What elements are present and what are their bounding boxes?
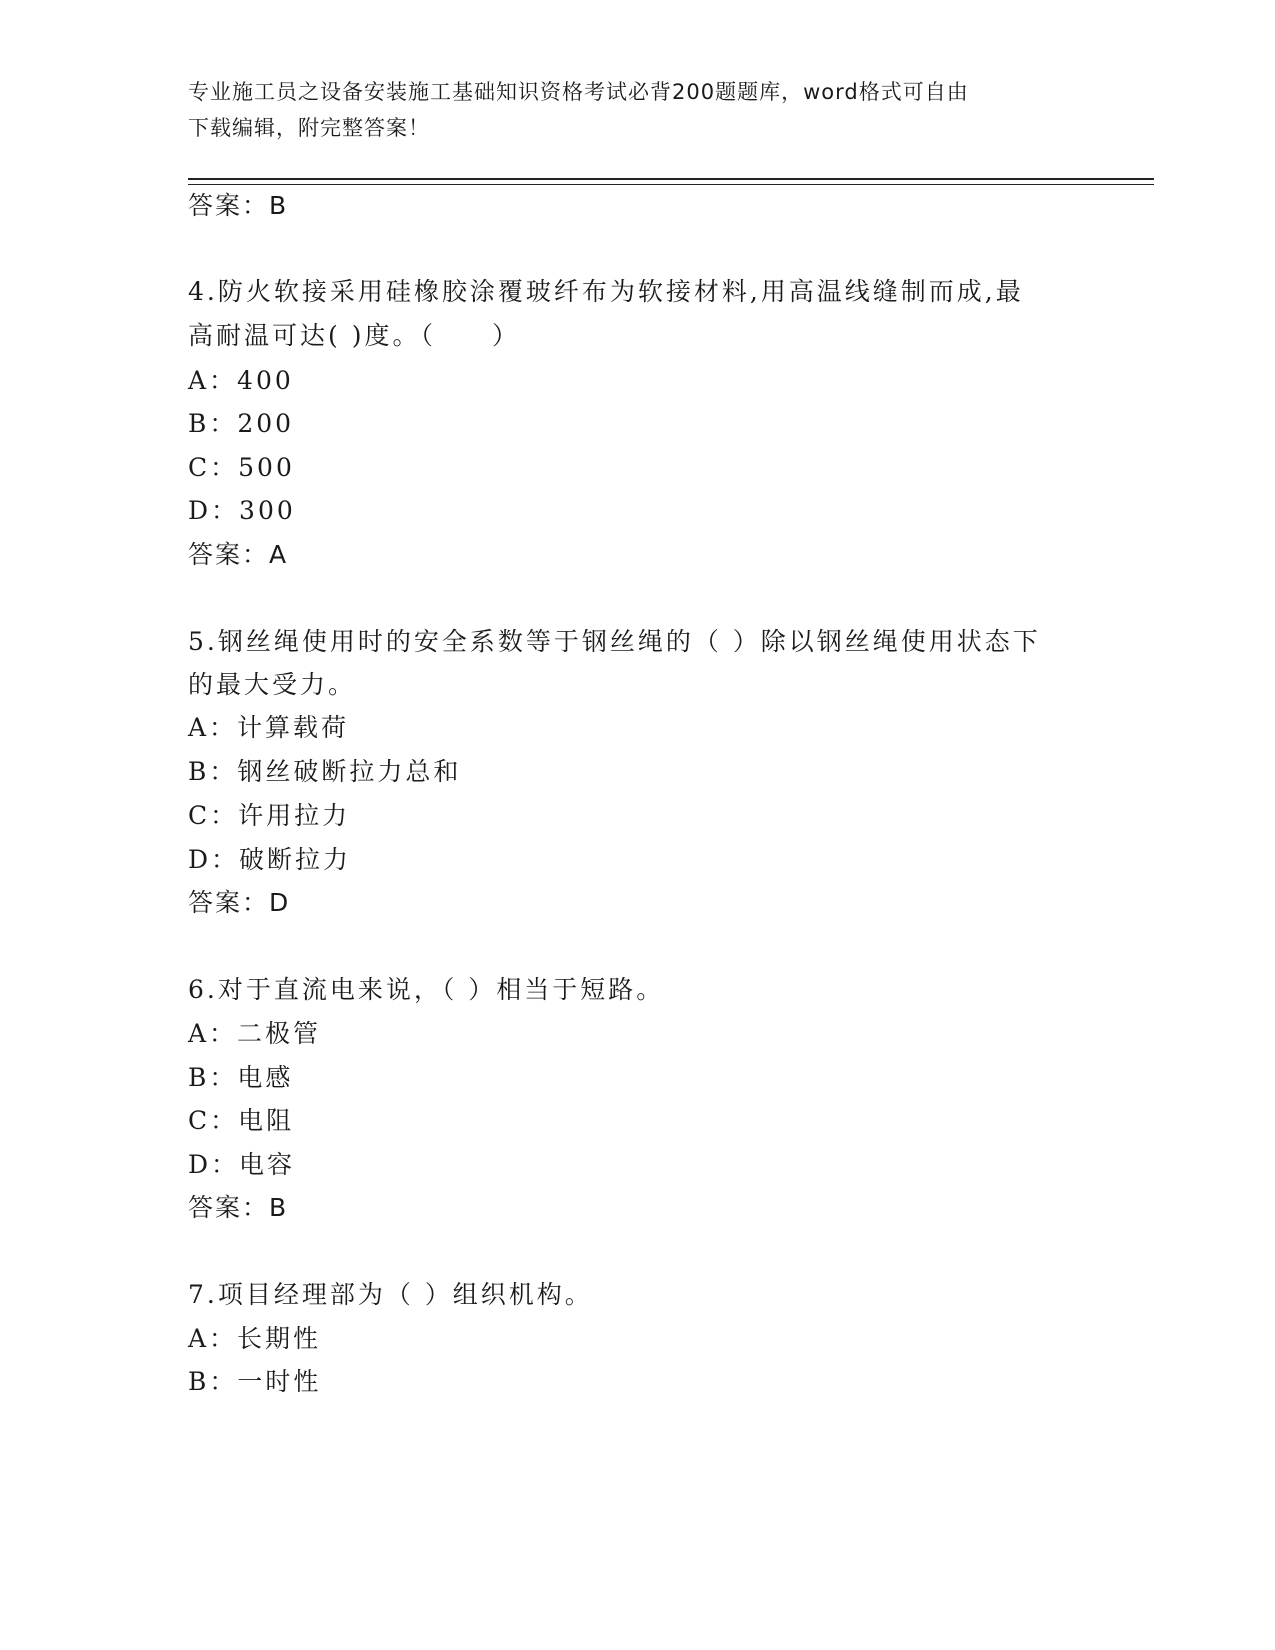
question-6-option-d: D：电容	[188, 1150, 296, 1179]
question-4-option-c: C：500	[188, 453, 295, 482]
header-line-1: 专业施工员之设备安装施工基础知识资格考试必背200题题库，word格式可自由	[188, 80, 969, 104]
question-4-option-b: B：200	[188, 409, 295, 438]
question-5-option-a: A：计算载荷	[188, 713, 350, 742]
question-4-option-d: D：300	[188, 496, 296, 525]
previous-answer: 答案：B	[188, 191, 289, 220]
question-5-answer: 答案：D	[188, 888, 291, 917]
question-7-option-a: A：长期性	[188, 1324, 322, 1353]
question-4-answer: 答案：A	[188, 540, 289, 569]
question-6-option-a: A：二极管	[188, 1019, 322, 1048]
document-header	[188, 74, 1088, 146]
question-6-option-c: C：电阻	[188, 1106, 295, 1135]
question-6-stem: 6.对于直流电来说，（ ）相当于短路。	[188, 975, 665, 1004]
question-4-option-a: A：400	[188, 366, 294, 395]
header-divider-thick	[188, 178, 1154, 180]
question-4-stem-line-1: 4.防火软接采用硅橡胶涂覆玻纤布为软接材料,用高温线缝制而成,最	[188, 277, 1024, 306]
question-7-option-b: B：一时性	[188, 1367, 322, 1396]
question-5-option-c: C：许用拉力	[188, 801, 351, 830]
question-5-stem-line-1: 5.钢丝绳使用时的安全系数等于钢丝绳的（ ）除以钢丝绳使用状态下	[188, 627, 1041, 656]
question-6-option-b: B：电感	[188, 1063, 294, 1092]
question-4-stem-line-2: 高耐温可达( )度。（ ）	[188, 321, 520, 350]
question-5-stem-line-2: 的最大受力。	[188, 670, 357, 699]
header-line-2: 下载编辑，附完整答案！	[188, 116, 430, 140]
question-6-answer: 答案：B	[188, 1193, 289, 1222]
header-divider-thin	[188, 184, 1154, 185]
question-5-option-b: B：钢丝破断拉力总和	[188, 757, 462, 786]
question-7-stem: 7.项目经理部为（ ）组织机构。	[188, 1280, 593, 1309]
question-5-option-d: D：破断拉力	[188, 845, 352, 874]
